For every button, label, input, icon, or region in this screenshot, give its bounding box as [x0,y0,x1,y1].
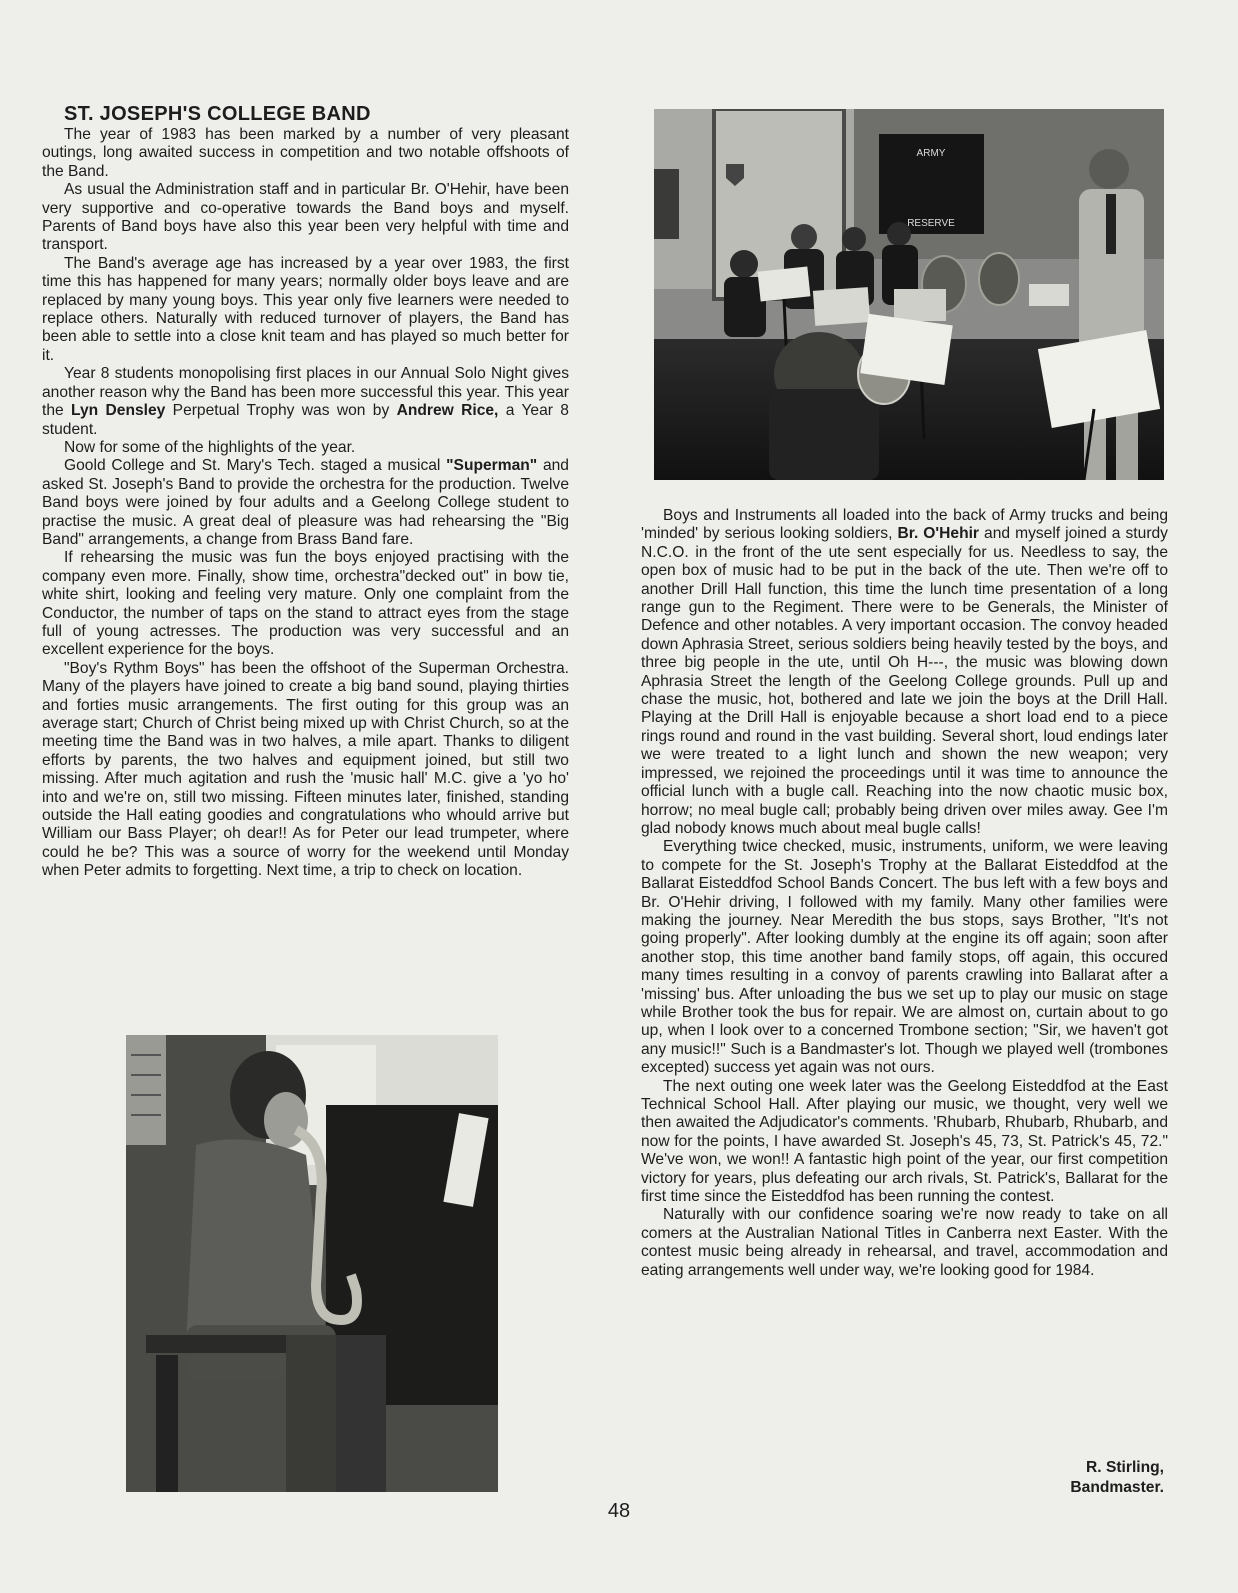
winner-name: Andrew Rice, [396,402,499,420]
signature [1070,1458,1164,1498]
text-run: "Boy's Rythm Boys" has been the offshoot of the Superman Orchestra. Many of the players have joined to create a big band sound, playing thirties and forties music arrangements. The first outing for this group was an average start; Church of Christ being mixed up with Christ Church, so at the meeting time the Band was in two halves, a mile apart. Thanks to diligent efforts by parents, the two halves and equipment joined, but still two missing. After much agitation and rush the 'music hall' M.C. give a 'yo ho' into and we're on, still two missing. Fifteen minutes later, finished, standing outside the Hall eating goodies and congratulations who whould arrive but William our Bass Player; oh dear!! As for Peter our lead trumpeter, where could he be? This was a source of worry for the weekend until Monday when Peter admits to forgetting. Next time, a trip to check on location. [42,659,569,880]
signature-name: R. Stirling, [1086,1459,1164,1476]
right-column [641,507,1168,1280]
text-run: Boys and Instruments all loaded into the back of Army trucks and being 'minded' by serious looking soldiers, [641,507,1168,543]
paragraph [641,1078,1168,1207]
person-name: Br. O'Hehir [897,525,979,543]
text-run: If rehearsing the music was fun the boys enjoyed practising with the company even more. Finally, show time, orchestra"decked out" in bow tie, white shirt, looking and feeling very mature. Only one complaint from the Conductor, the number of taps on the stand to attract eyes from the stage full of young actresses. The production was very successful and an excellent experience for the boys. [42,549,569,659]
text-run: and asked St. Joseph's Band to provide the orchestra for the production. Twelve Band boys were joined by four adults and a Geelong College student to practise the music. A great deal of pleasure was had rehearsing the "Big Band" arrangements, a change from Brass Band fare. [42,457,569,548]
text-run: Naturally with our confidence soaring we're now ready to take on all comers at the Australian National Titles in Canberra next Easter. With the contest music being already in rehearsal, and travel, accommodation and eating arrangements well under way, we're looking good for 1984. [641,1206,1168,1279]
saxophone-photo [126,1035,498,1492]
text-run: a Year 8 student. [42,402,569,438]
article-title: ST. JOSEPH'S COLLEGE BAND [64,103,371,125]
text-run: Year 8 students monopolising first places in our Annual Solo Night gives another reason why the Band has been more successful this year. This year the [42,365,569,420]
trophy-name: Lyn Densley [71,402,166,420]
text-run: As usual the Administration staff and in particular Br. O'Hehir, have been very supportive and co-operative towards the Band boys and myself. Parents of Band boys have also this year been very helpful with time and transport. [42,181,569,254]
text-run: Goold College and St. Mary's Tech. staged a musical [64,457,447,475]
paragraph [42,549,569,659]
text-run: Now for some of the highlights of the year. [64,438,356,456]
text-run: The year of 1983 has been marked by a number of very pleasant outings, long awaited success in competition and two notable offshoots of the Band. [42,126,569,180]
paragraph [641,838,1168,1077]
band-photo-image [654,109,1164,480]
sign-reserve: RESERVE [907,218,955,229]
paragraph [42,660,569,881]
page-number: 48 [607,1500,631,1522]
band-photo [654,109,1164,480]
text-run: The Band's average age has increased by a year over 1983, the first time this has happened for many years; normally older boys leave and are replaced by many young boys. This year only five learners were needed to replace others. Naturally with reduced turnover of players, the Band has been able to settle into a close knit team and has played so much better for it. [42,254,569,364]
paragraph [641,1206,1168,1280]
text-run: Everything twice checked, music, instruments, uniform, we were leaving to compete for the St. Joseph's Trophy at the Ballarat Eisteddfod at the Ballarat Eisteddfod School Bands Concert. The bus left with a few boys and Br. O'Hehir driving, I followed with my family. Many other families were making the journey. Near Meredith the bus stops, says Brother, "It's not going properly". After looking dumbly at the engine its off again; soon after another stop, this time another band family stops, off again, this occured many times resulting in a convoy of parents crawling into Ballarat after a 'missing' bus. After unloading the bus we set up to play our music on stage while Brother took the bus for repair. We are almost on, curtain about to go up, when I look over to a concerned Trombone section; "Sir, we haven't got any music!!" Such is a Bandmaster's lot. Though we played well (trombones excepted) success yet again was not ours. [641,838,1168,1077]
paragraph [42,365,569,439]
left-column [42,102,569,881]
paragraph [42,439,569,457]
paragraph [641,507,1168,838]
paragraph [42,457,569,549]
text-run: and myself joined a sturdy N.C.O. in the front of the ute sent especially for us. Needless to say, the open box of music had to be put in the back of the ute. Then we're off to another Drill Hall function, this time the lunch time presentation of a long range gun to the Regiment. There were to be Generals, the Minister of Defence and other notables. A very important occasion. The convoy headed down Aphrasia Street, serious soldiers being heavily tested by the boys, and three big people in the ute, until Oh H---, the music was blowing down Aphrasia Street the length of the Geelong College grounds. Pull up and chase the music, hot, bothered and late we join the boys at the Drill Hall. Playing at the Drill Hall is enjoyable because a short load end to a piece rings round and round in the vast building. Several short, loud endings later we were treated to a light lunch and shown the new weapon; very impressed, we rejoined the proceedings until it was time to announce the official lunch with a bugle call. Reaching into the now chaotic music box, horrow; no meal bugle call; probably being driven over miles away. Gee I'm glad nobody knows much about meal bugle calls! [641,525,1168,837]
paragraph [42,181,569,255]
saxophone-photo-image [126,1035,498,1492]
signature-role: Bandmaster. [1070,1479,1164,1496]
text-run: The next outing one week later was the Geelong Eisteddfod at the East Technical School Hall. After playing our music, we thought, very well we then awaited the Adjudicator's comments. 'Rhubarb, Rhubarb, Rhubarb, and now for the points, I have awarded St. Joseph's 45, 73, St. Patrick's 45, 72." We've won, we won!! A fantastic high point of the year, our first competition victory for years, plus defeating our arch rivals, St. Patrick's, Ballarat for the first time since the Eisteddfod has been running the contest. [641,1077,1168,1206]
paragraph [42,255,569,365]
text-run: Perpetual Trophy was won by [165,402,397,420]
paragraph [42,126,569,181]
musical-name: "Superman" [446,457,538,475]
sign-army: ARMY [916,148,946,159]
